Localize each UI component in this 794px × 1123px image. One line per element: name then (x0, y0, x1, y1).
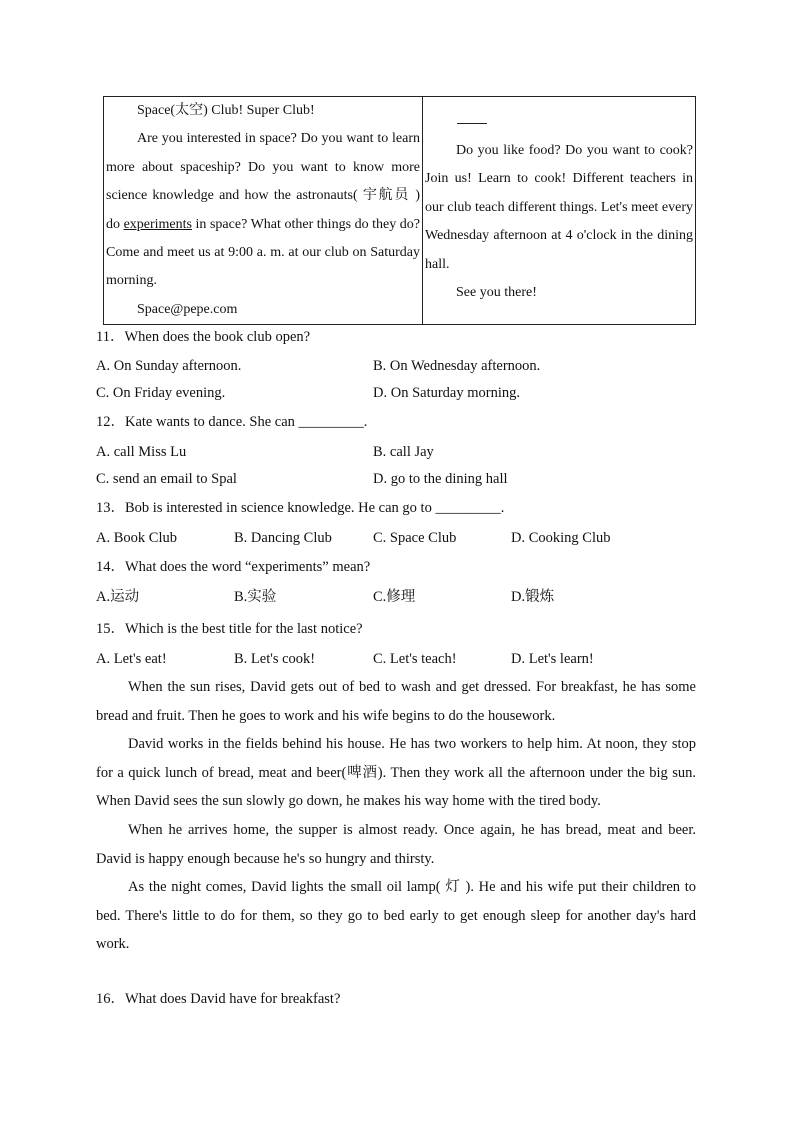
q15-option-a: A. Let's eat! (96, 651, 167, 667)
q11-option-a: A. On Sunday afternoon. (96, 358, 242, 374)
q15-option-d: D. Let's learn! (511, 651, 594, 667)
q14-option-b: B.实验 (234, 589, 277, 605)
passage-paragraph-4: As the night comes, David lights the small oil lamp( 灯 ). He and his wife put their children to bed. There's little to do for them, so they go to bed early to get enough sleep for another day's hard work. (96, 879, 696, 953)
underlined-word-experiments: experiments (123, 216, 192, 232)
q11-option-c: C. On Friday evening. (96, 385, 226, 401)
q13-option-d: D. Cooking Club (511, 530, 611, 546)
q14-option-c: C.修理 (373, 589, 416, 605)
reading-passage (96, 673, 696, 959)
q15-option-b: B. Let's cook! (234, 651, 316, 667)
q11-option-d: D. On Saturday morning. (373, 385, 520, 401)
space-club-notice (104, 97, 423, 325)
q13-option-b: B. Dancing Club (234, 530, 332, 546)
q14-option-a: A.运动 (96, 589, 140, 605)
cooking-club-notice (423, 97, 696, 325)
q13-option-a: A. Book Club (96, 530, 177, 546)
passage-paragraph-3: When he arrives home, the supper is almost ready. Once again, he has bread, meat and beer. David is happy enough because he's so hungry and thirsty. (96, 821, 696, 867)
title-blank-line (457, 123, 487, 124)
question-11: 11．When does the book club open? (96, 329, 311, 345)
q15-option-c: C. Let's teach! (373, 651, 457, 667)
question-14: 14．What does the word “experiments” mean? (96, 559, 371, 575)
q12-option-c: C. send an email to Spal (96, 471, 237, 487)
cooking-club-body: Do you like food? Do you want to cook? Join us! Learn to cook! Different teachers in our club teach different things. Let's meet every Wednesday afternoon at 4 o'clock in the dining hall. (425, 143, 693, 272)
space-club-email: Space@pepe.com (137, 301, 238, 317)
q13-option-c: C. Space Club (373, 530, 457, 546)
cooking-club-closing: See you there! (456, 285, 537, 301)
passage-paragraph-1: When the sun rises, David gets out of bed to wash and get dressed. For breakfast, he has some bread and fruit. Then he goes to work and his wife begins to do the housework. (96, 679, 696, 724)
passage-paragraph-2: David works in the fields behind his house. He has two workers to help him. At noon, they stop for a quick lunch of bread, meat and beer(啤酒). Then they work all the afternoon under the big sun. When David sees the sun slowly go down, he makes his way home with the tired body. (96, 736, 696, 810)
question-16: 16．What does David have for breakfast? (96, 991, 341, 1007)
q12-option-d: D. go to the dining hall (373, 471, 508, 487)
q11-option-b: B. On Wednesday afternoon. (373, 358, 541, 374)
question-15: 15．Which is the best title for the last notice? (96, 621, 363, 637)
question-13: 13．Bob is interested in science knowledge. He can go to _________. (96, 500, 505, 516)
question-12: 12．Kate wants to dance. She can _________. (96, 414, 368, 430)
q12-option-a: A. call Miss Lu (96, 444, 187, 460)
space-club-body: Are you interested in space? Do you want to learn more about spaceship? Do you want to know more science knowledge and how the astronauts( 宇航员 ) do experiments in space? What other things do they do? Come and meet us at 9:00 a. m. at our club on Saturday morning. (106, 131, 420, 289)
q14-option-d: D.锻炼 (511, 589, 555, 605)
club-notices-table (103, 96, 696, 325)
space-club-title: Space(太空) Club! Super Club! (137, 103, 315, 118)
q12-option-b: B. call Jay (373, 444, 434, 460)
